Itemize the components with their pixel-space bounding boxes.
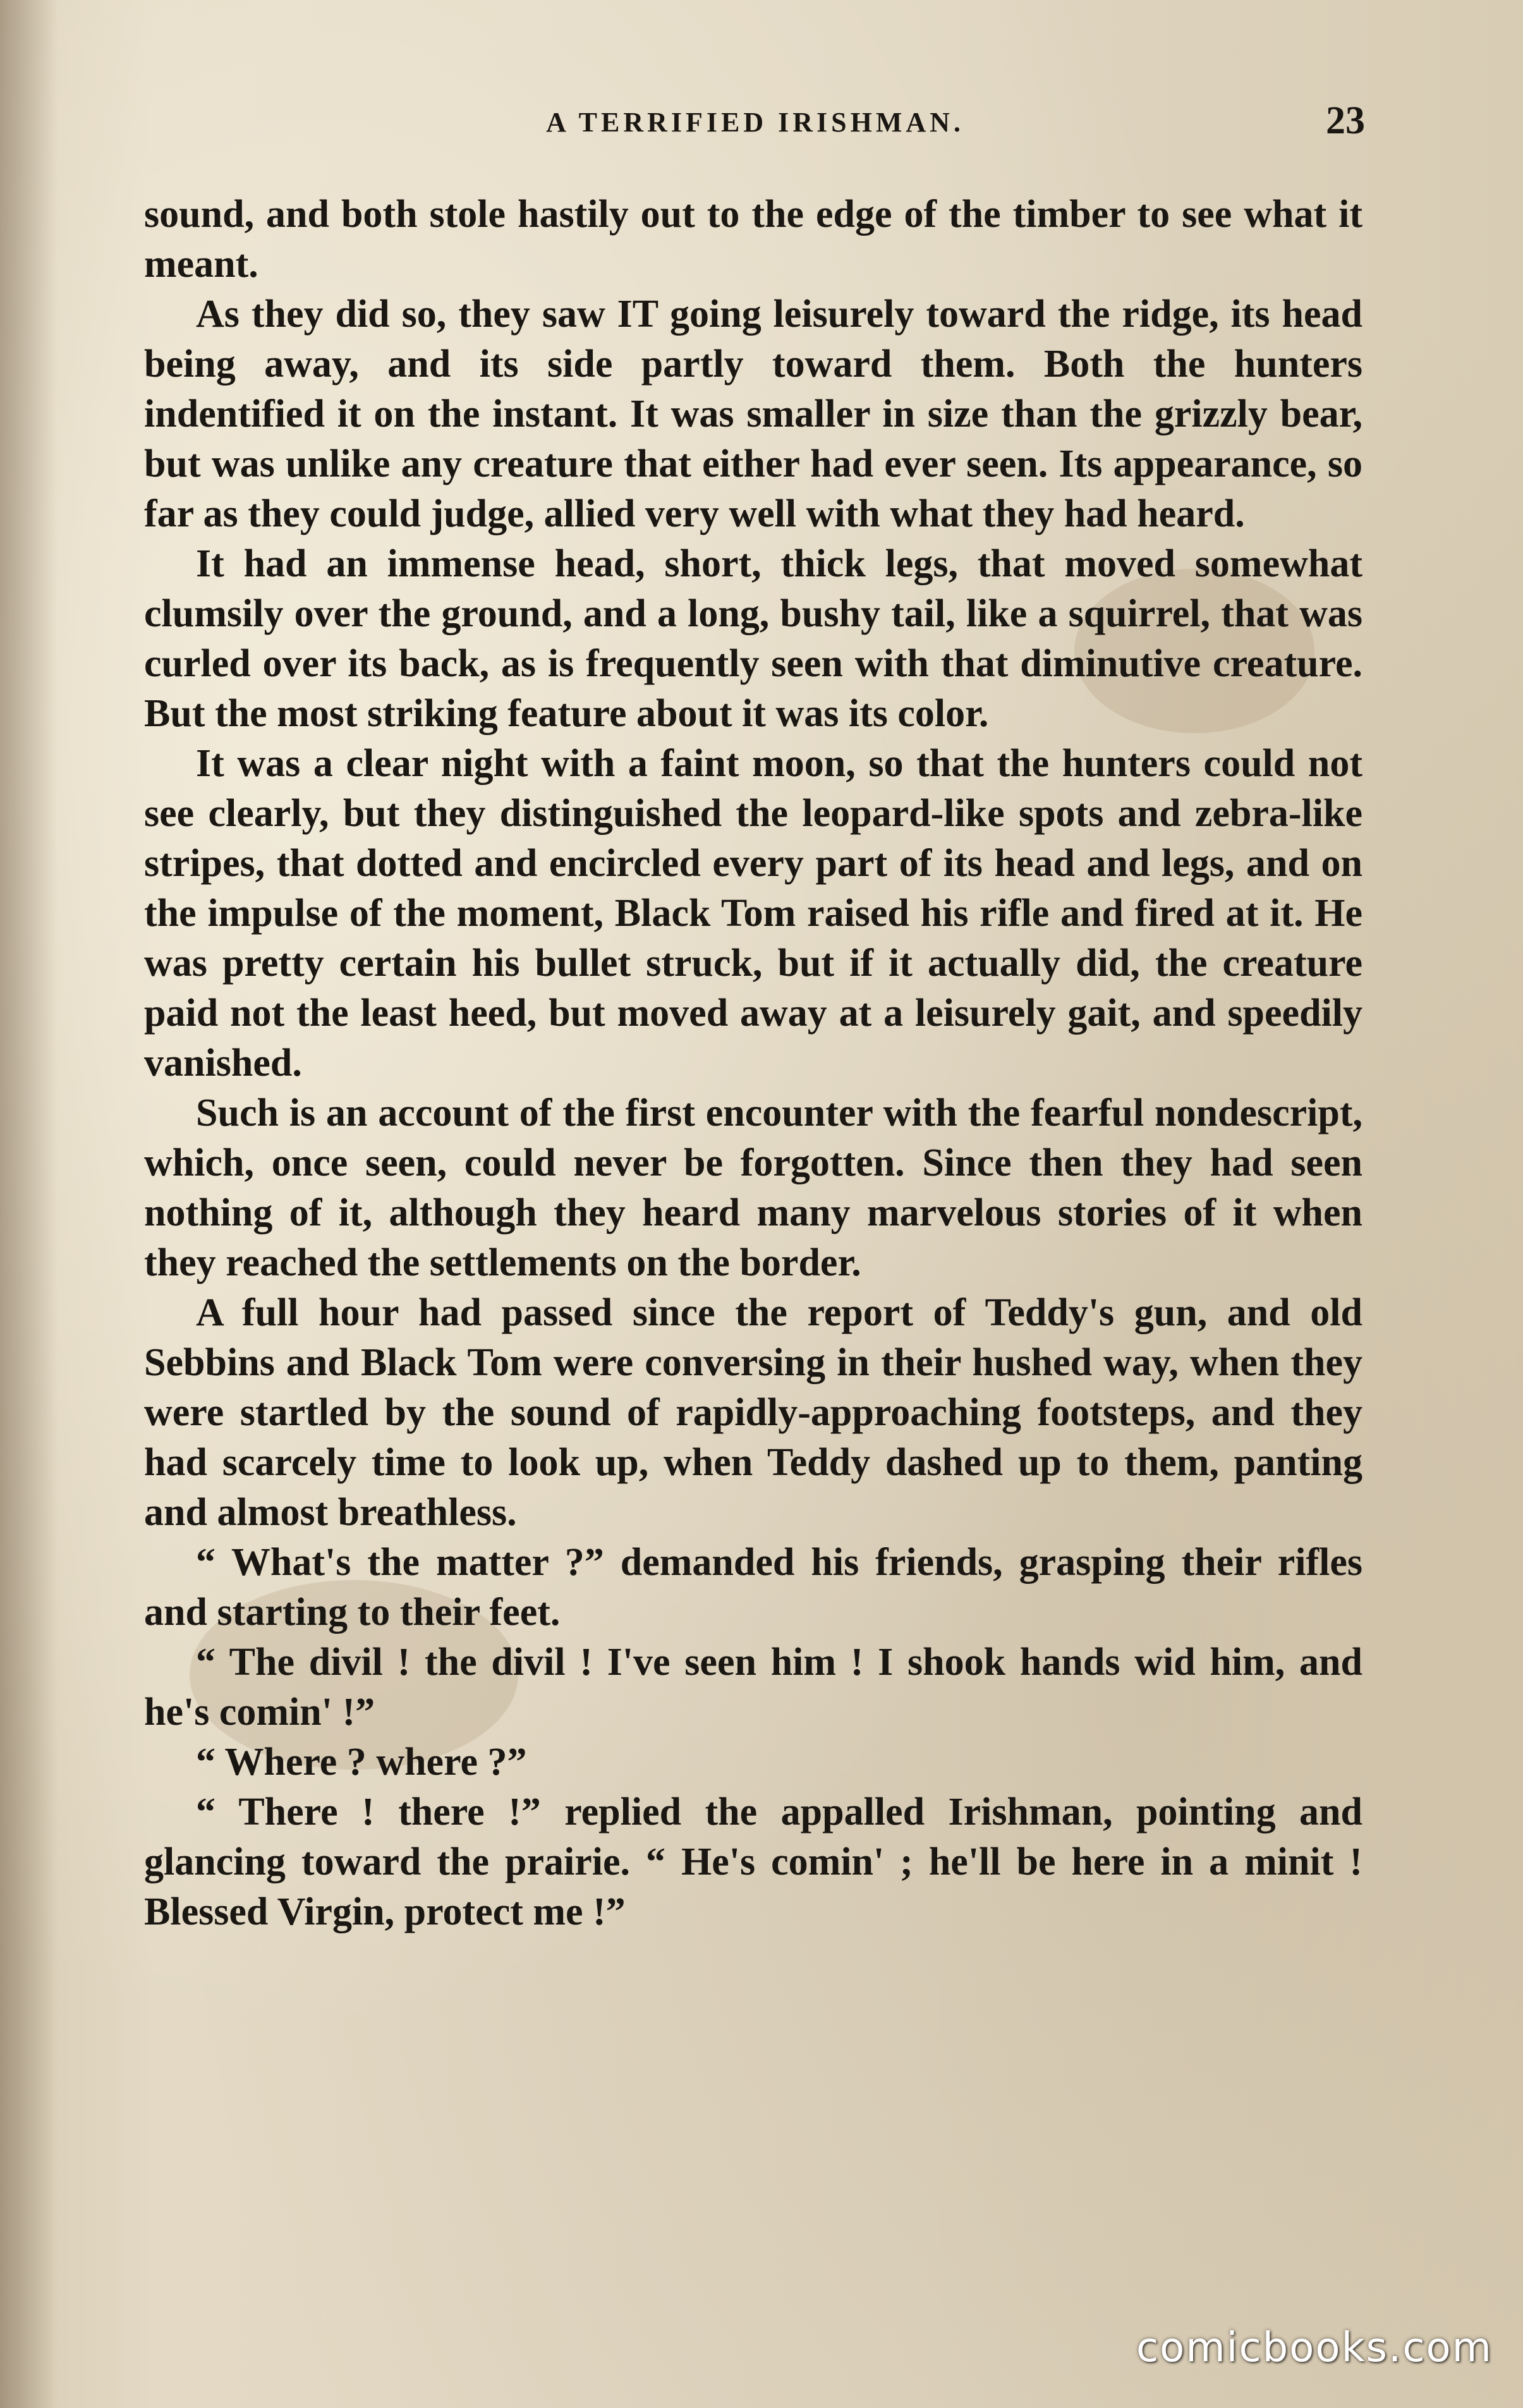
dialogue-paragraph: “ Where ? where ?” — [196, 1741, 527, 1784]
paragraph: It had an immense head, short, thick legs, that moved somewhat clumsily over the ground, and a long, bushy tail, like a squirrel, that was curled over its back, as is frequently seen with that diminutive creature. But the most striking feature about it was its color. — [144, 542, 1362, 735]
dialogue-paragraph: “ The divil ! the divil ! I've seen him ! I shook hands wid him, and he's comin' !” — [144, 1641, 1362, 1734]
paragraph: Such is an account of the first encounter with the fearful nondescript, which, once seen, could never be forgotten. Since then they had seen nothing of it, although they heard many marvelous stories of it when they reached the settlements on the border. — [144, 1092, 1362, 1284]
paragraph: As they did so, they saw IT going leisurely toward the ridge, its head being away, and its side partly toward them. Both the hunters indentified it on the instant. It was smaller in size than the grizzly bear, but was unlike any creature that either had ever seen. Its appearance, so far as they could judge, allied very well with what they had heard. — [144, 293, 1362, 535]
paragraph: A full hour had passed since the report of Teddy's gun, and old Sebbins and Black Tom were conversing in their hushed way, when they were startled by the sound of rapidly-approaching footsteps, and they had scarcely time to look up, when Teddy dashed up to them, panting and almost breathless. — [144, 1291, 1362, 1534]
page-gutter-shadow — [0, 0, 57, 2408]
running-head: A TERRIFIED IRISHMAN. — [546, 107, 964, 138]
page-header — [145, 95, 1365, 152]
dialogue-paragraph: “ What's the matter ?” demanded his friends, grasping their rifles and starting to their feet. — [144, 1541, 1362, 1634]
body-text — [144, 190, 1362, 1937]
paragraph: It was a clear night with a faint moon, so that the hunters could not see clearly, but they distinguished the leopard-like spots and zebra-like stripes, that dotted and encircled every part of its head and legs, and on the impulse of the moment, Black Tom raised his rifle and fired at it. He was pretty certain his bullet struck, but if it actually did, the creature paid not the least heed, but moved away at a leisurely gait, and speedily vanished. — [144, 742, 1362, 1085]
paragraph: sound, and both stole hastily out to the edge of the timber to see what it meant. — [144, 193, 1362, 286]
page-number: 23 — [1326, 99, 1365, 142]
site-watermark: comicbooks.com — [1136, 2325, 1493, 2371]
dialogue-paragraph: “ There ! there !” replied the appalled Irishman, pointing and glancing toward the prairie. “ He's comin' ; he'll be here in a minit ! Blessed Virgin, protect me !” — [144, 1791, 1362, 1933]
